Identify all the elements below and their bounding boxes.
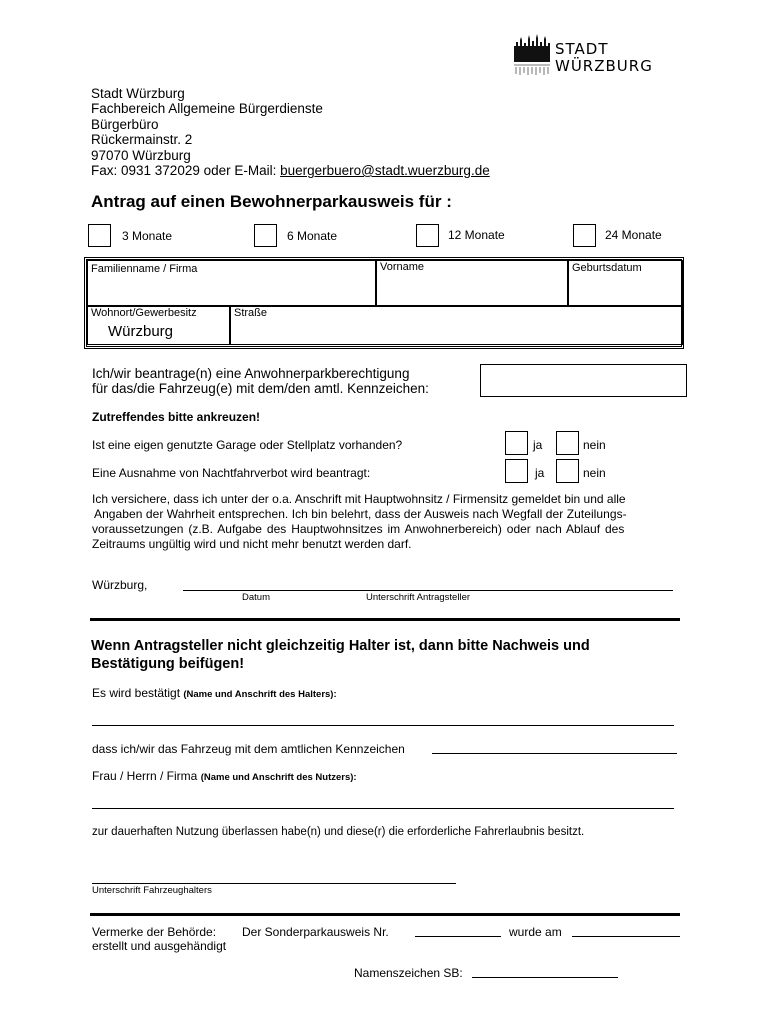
address-line5: 97070 Würzburg [91,148,191,163]
user-prefix: Frau / Herrn / Firma [92,769,201,783]
strasse-label: Straße [234,307,268,319]
wurde-text: wurde am [509,925,562,939]
signature-place: Würzburg, [92,578,148,592]
user-text [92,769,357,783]
label-6-monate: 6 Monate [287,229,338,243]
declaration-line1: Ich versichere, dass ich unter der o.a. Anschrift mit Hauptwohnsitz / Firmensitz gemeldet bin und alle [92,492,626,506]
section-divider [90,618,680,621]
email-link[interactable]: buergerbuero@stadt.wuerzburg.de [280,163,490,178]
declaration-line4: Zeitraums ungültig wird und nicht mehr benutzt werden darf. [92,537,412,551]
initials-label: Namenszeichen SB: [354,966,463,980]
checkbox-24-monate[interactable] [573,224,596,247]
label-3-monate: 3 Monate [122,229,173,243]
label-nacht-nein: nein [583,466,606,480]
checkbox-6-monate[interactable] [254,224,277,247]
user-hint: (Name und Anschrift des Nutzers): [200,772,357,783]
request-line1: Ich/wir beantrage(n) eine Anwohnerparkberechtigung [92,366,410,381]
checkbox-nacht-nein[interactable] [556,459,579,483]
label-garage-ja: ja [533,438,543,452]
address-line2: Fachbereich Allgemeine Bürgerdienste [91,101,323,116]
signer-label: Unterschrift Antragsteller [366,592,471,603]
page-title: Antrag auf einen Bewohnerparkausweis für : [91,192,452,211]
request-line2: für das/die Fahrzeug(e) mit dem/den amtl. Kennzeichen: [92,381,429,396]
address-contact [91,163,490,179]
transfer-text: zur dauerhaften Nutzung überlassen habe(n) und diese(r) die erforderliche Fahrerlaubnis besitzt. [92,826,585,838]
date-label: Datum [242,592,270,603]
label-nacht-ja: ja [535,466,545,480]
logo-line2: WÜRZBURG [555,57,653,75]
checkbox-3-monate[interactable] [88,224,111,247]
owner-signature-label: Unterschrift Fahrzeughalters [92,885,212,896]
declaration-line3: voraussetzungen (z.B. Aufgabe des Hauptwohnsitzes im Anwohnerbereich) oder nach Ablauf des [92,522,625,536]
office-line2: erstellt und ausgehändigt [92,939,227,953]
wohnort-label: Wohnort/Gewerbesitz [91,307,197,319]
logo-line1: STADT [555,40,609,58]
address-line3: Bürgerbüro [91,117,159,132]
checks-heading: Zutreffendes bitte ankreuzen! [92,410,261,424]
declaration-line2: Angaben der Wahrheit entsprechen. Ich bin belehrt, dass der Ausweis nach Wegfall der Zuteilungs- [94,507,627,521]
label-24-monate: 24 Monate [605,228,662,242]
wohnort-value: Würzburg [108,323,174,340]
vehicle-text: dass ich/wir das Fahrzeug mit dem amtlichen Kennzeichen [92,742,405,756]
user-name-line[interactable] [92,808,674,809]
checkbox-garage-nein[interactable] [556,431,579,455]
label-12-monate: 12 Monate [448,228,505,242]
kennzeichen-field[interactable] [480,364,687,397]
owner-section-heading: Wenn Antragsteller nicht gleichzeitig Halter ist, dann bitte Nachweis und Bestätigung beifügen! [91,638,590,672]
address-line4: Rückermainstr. 2 [91,132,193,147]
question-nachtfahrverbot: Eine Ausnahme von Nachtfahrverbot wird beantragt: [92,466,371,480]
strasse-field[interactable] [230,306,683,345]
sonder-number-line[interactable] [415,936,501,937]
label-garage-nein: nein [583,438,606,452]
address-line1: Stadt Würzburg [91,86,185,101]
signature-line[interactable] [183,590,673,591]
kennzeichen-line[interactable] [432,753,677,754]
confirm-prefix: Es wird bestätigt [92,686,184,700]
office-label: Vermerke der Behörde: [92,925,217,939]
geburtsdatum-label: Geburtsdatum [572,262,642,274]
confirm-hint: (Name und Anschrift des Halters): [183,689,337,700]
question-garage: Ist eine eigen genutzte Garage oder Stellplatz vorhanden? [92,438,403,452]
city-skyline-icon [513,34,551,76]
fax-text: Fax: 0931 372029 oder E-Mail: [91,163,281,178]
city-logo [513,34,653,76]
vorname-label: Vorname [380,261,425,273]
checkbox-nacht-ja[interactable] [505,459,528,483]
owner-signature-line[interactable] [92,883,456,884]
familienname-label: Familienname / Firma [91,263,198,275]
confirm-text [92,686,337,700]
checkbox-garage-ja[interactable] [505,431,528,455]
sonder-text: Der Sonderparkausweis Nr. [242,925,389,939]
owner-name-line[interactable] [92,725,674,726]
date-issued-line[interactable] [572,936,680,937]
checkbox-12-monate[interactable] [416,224,439,247]
initials-line[interactable] [472,977,618,978]
office-divider [90,913,680,916]
